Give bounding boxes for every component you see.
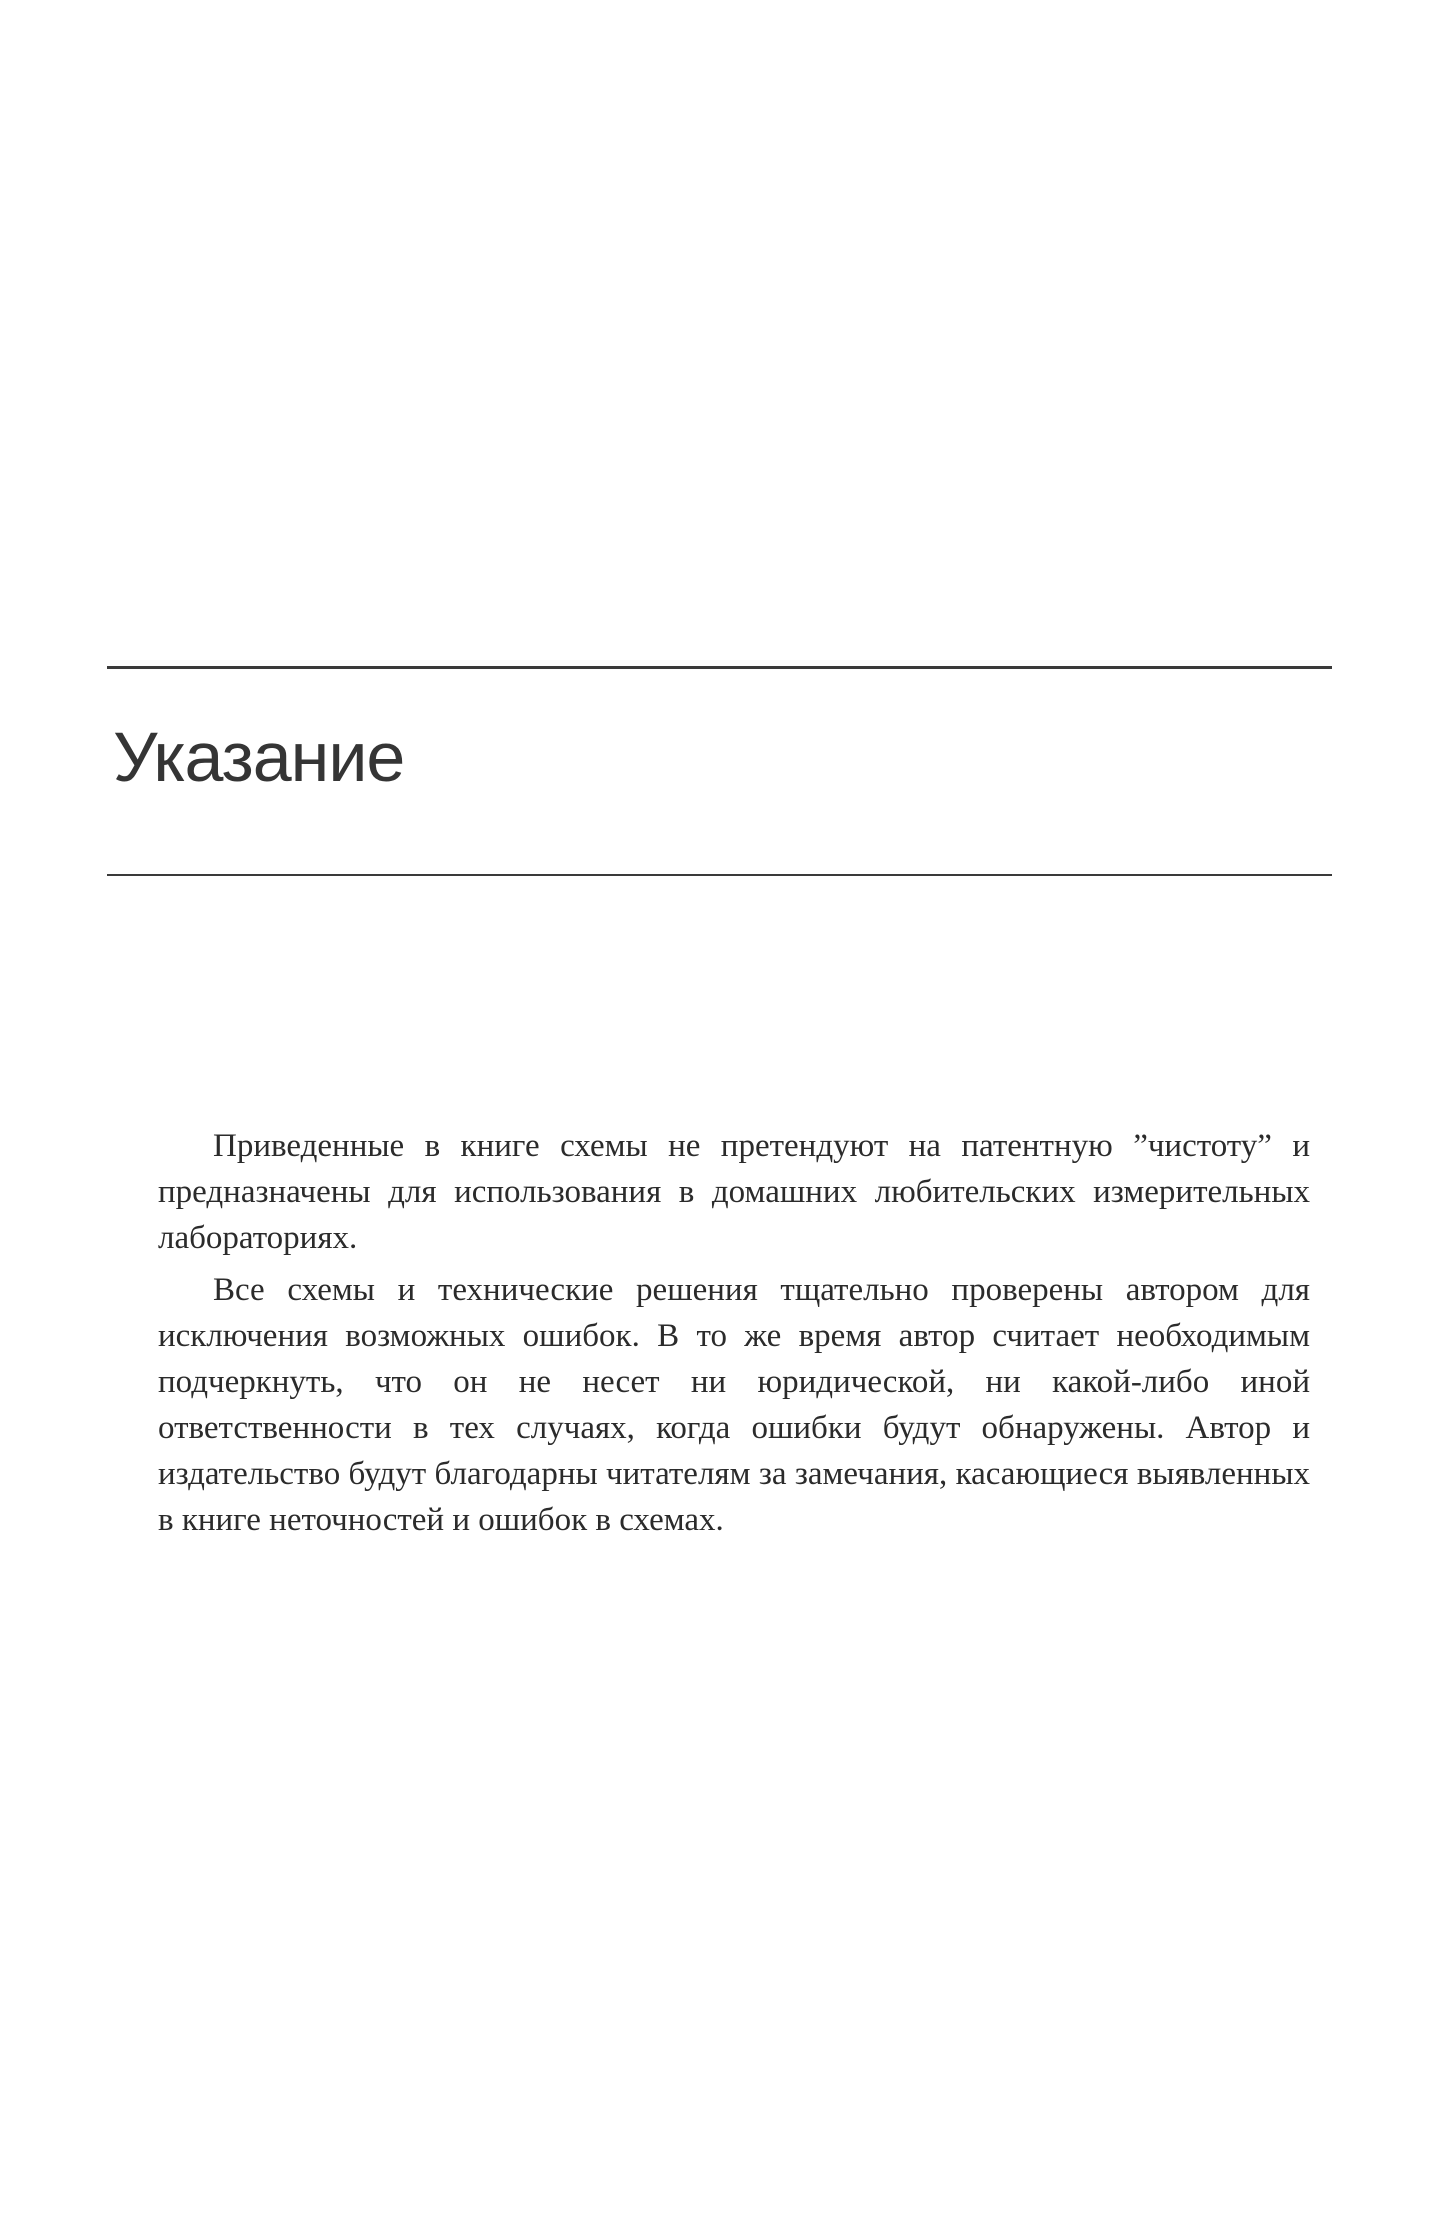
- heading-bottom-rule: [107, 874, 1332, 876]
- notice-paragraph-2: Все схемы и технические решения тщательно проверены автором для исключения возможных ошибок. В то же время автор считает необходимым подчеркнуть, что он не несет ни юридической, ни какой-либо иной ответственности в тех случаях, когда ошибки будут обнаружены. Автор и издательство будут благодарны читателям за замечания, касающиеся выявленных в книге неточностей и ошибок в схемах.: [158, 1272, 1310, 1538]
- notice-body: [158, 1123, 1310, 1543]
- page-heading: Указание: [113, 718, 405, 796]
- notice-paragraph-1: Приведенные в книге схемы не претендуют на патентную ”чистоту” и предназначены для использования в домашних любительских измерительных лабораториях.: [158, 1128, 1310, 1256]
- heading-top-rule: [107, 666, 1332, 669]
